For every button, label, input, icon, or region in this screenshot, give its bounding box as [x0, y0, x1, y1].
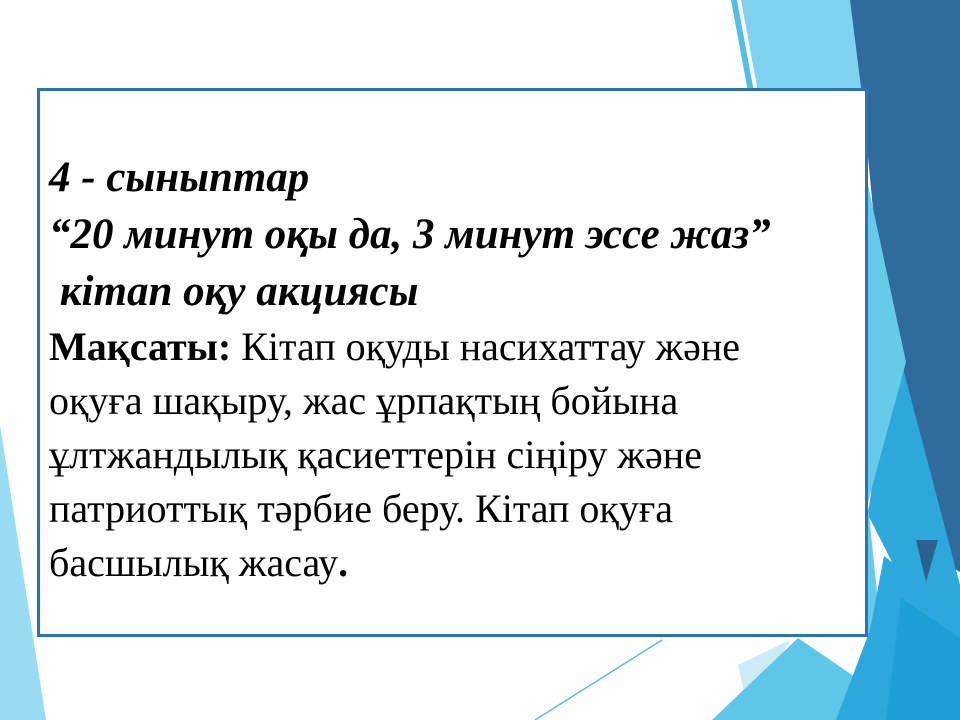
goal-line-1 [49, 320, 859, 374]
goal-line-5 [49, 536, 859, 590]
goal-line-2: оқуға шақыру, жас ұрпақтың бойына [49, 378, 679, 423]
content-box [37, 88, 868, 637]
bottom-thin-diagonal-line [535, 640, 662, 720]
heading-line-2: “20 минут оқы да, 3 минут эссе жаз” [49, 211, 771, 258]
heading-line-1: 4 - сыныптар [49, 154, 310, 201]
goal-final-text: басшылық жасау [49, 540, 339, 585]
goal-paragraph [49, 320, 859, 590]
heading-line-3: кітап оқу акциясы [49, 268, 419, 315]
slide-heading [49, 149, 859, 320]
goal-intro-text: Кітап оқуды насихаттау және [231, 324, 740, 369]
goal-line-3: ұлтжандылық қасиеттерін сіңіру және [49, 432, 702, 477]
goal-line-4: патриоттық тәрбие беру. Кітап оқуға [49, 486, 674, 531]
goal-final-period: . [338, 540, 349, 585]
goal-label: Мақсаты: [49, 324, 232, 369]
